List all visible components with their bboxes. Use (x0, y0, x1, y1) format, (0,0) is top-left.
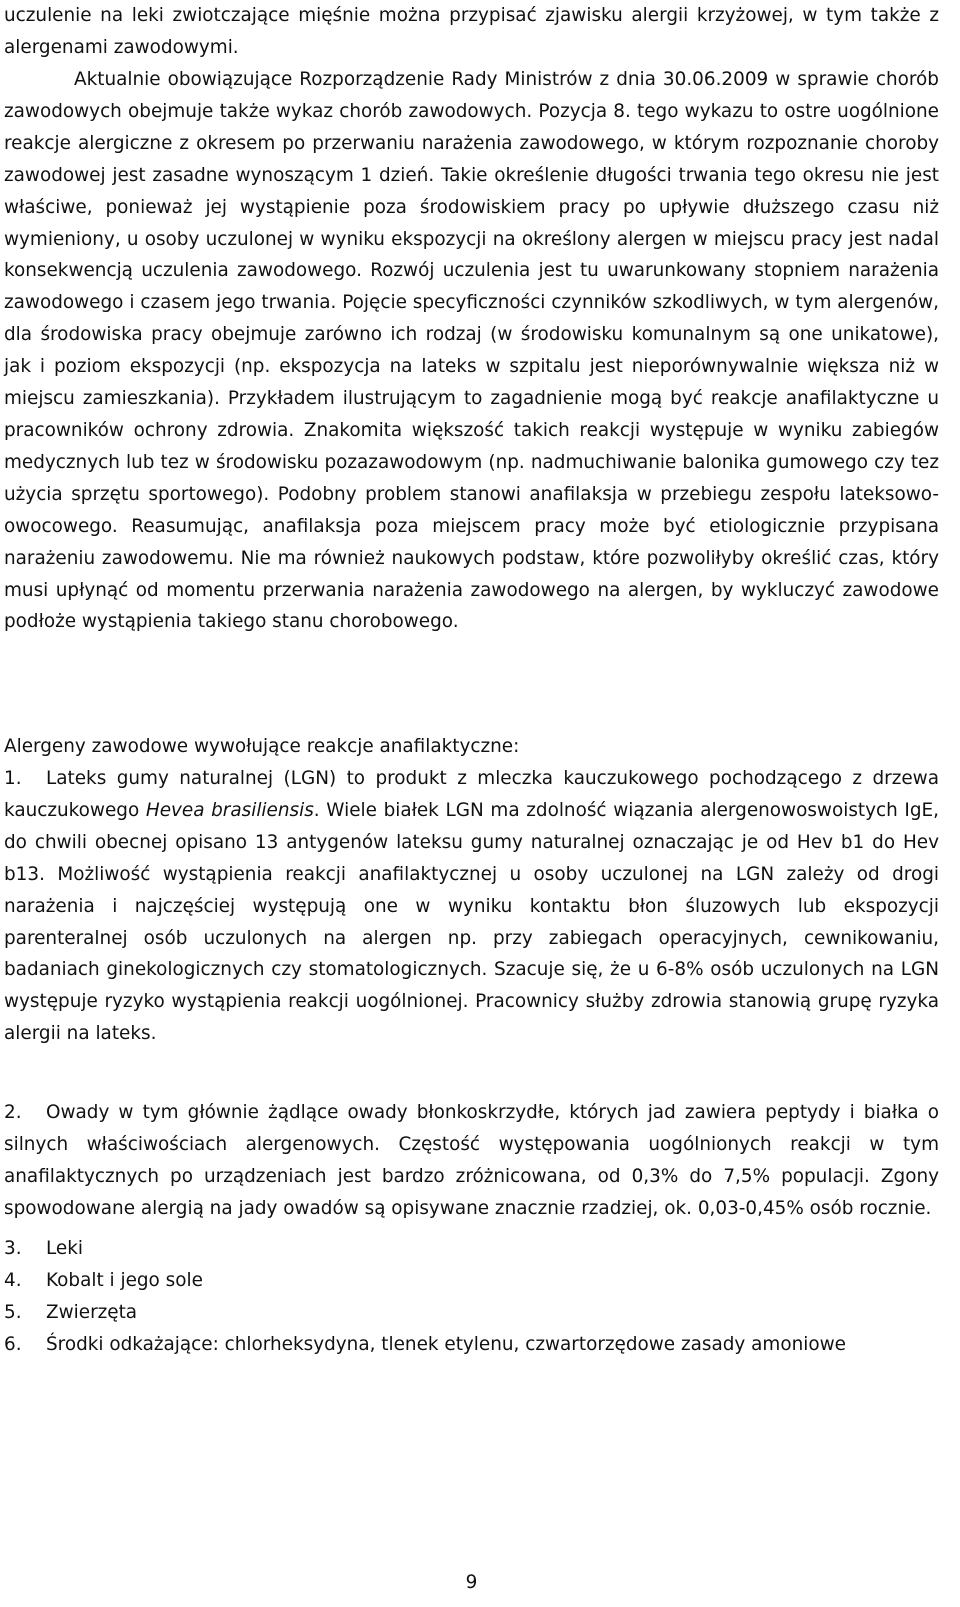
list-item-text: Zwierzęta (46, 1301, 138, 1323)
list-item-number: 1. (4, 768, 22, 789)
allergen-list-heading-text: Alergeny zawodowe wywołujące reakcje anafilaktyczne: (4, 736, 520, 757)
list-item-number: 4. (4, 1269, 22, 1291)
paragraph-intro-text: uczulenie na leki zwiotczające mięśnie można przypisać zjawisku alergii krzyżowej, w tym także z alergenami zawodowymi. (4, 5, 939, 58)
paragraph-intro (4, 0, 939, 64)
list-item (4, 1329, 939, 1361)
list-item-text: Lateks gumy naturalnej (LGN) to produkt z mleczka kauczukowego pochodzącego z drzewa kauczukowego (4, 768, 939, 821)
list-item (4, 1265, 939, 1297)
list-item-number: 2. (4, 1102, 22, 1123)
list-item (4, 1233, 939, 1265)
paragraph-regulation-text: Aktualnie obowiązujące Rozporządzenie Rady Ministrów z dnia 30.06.2009 w sprawie chorób zawodowych obejmuje także wykaz chorób zawodowych. Pozycja 8. tego wykazu to ostre uogólnione reakcje alergiczne z okresem po przerwaniu narażenia zawodowego, w którym rozpoznanie choroby zawodowej jest zasadne wynoszącym 1 dzień. Takie określenie długości trwania tego okresu nie jest właściwe, ponieważ jej wystąpienie poza środowiskiem pracy po upływie dłuższego czasu niż wymieniony, u osoby uczulonej w wyniku ekspozycji na określony alergen w miejscu pracy jest nadal konsekwencją uczulenia zawodowego. Rozwój uczulenia jest tu uwarunkowany stopniem narażenia zawodowego i czasem jego trwania. Pojęcie specyficzności czynników szkodliwych, w tym alergenów, dla środowiska pracy obejmuje zarówno ich rodzaj (w środowisku komunalnym są one unikatowe), jak i poziom ekspozycji (np. ekspozycja na lateks w szpitalu jest nieporównywalnie większa niż w miejscu zamieszkania). Przykładem ilustrującym to zagadnienie mogą być reakcje anafilaktyczne u pracowników ochrony zdrowia. Znakomita większość takich reakcji występuje w wyniku zabiegów medycznych lub tez w środowisku pozazawodowym (np. nadmuchiwanie balonika gumowego czy tez użycia sprzętu sportowego). Podobny problem stanowi anafilaksja w przebiegu zespołu lateksowo-owocowego. Reasumując, anafilaksja poza miejscem pracy może być etiologicznie przypisana narażeniu zawodowemu. Nie ma również naukowych podstaw, które pozwoliłyby określić czas, który musi upłynąć od momentu przerwania narażenia zawodowego na alergen, by wykluczyć zawodowe podłoże wystąpienia takiego stanu chorobowego. (4, 69, 939, 633)
list-item-number: 6. (4, 1333, 22, 1355)
allergen-list-heading (4, 731, 939, 763)
list-item (4, 1297, 939, 1329)
species-name: Hevea brasiliensis (145, 799, 314, 821)
page-number: 9 (465, 1572, 478, 1593)
list-item-text-continued: . Wiele białek LGN ma zdolność wiązania alergenowoswoistych IgE, do chwili obecnej opisano 13 antygenów lateksu gumy naturalnej oznaczając je od Hev b1 do Hev b13. Możliwość wystąpienia reakcji anafilaktycznej u osoby uczulonej na LGN zależy od drogi narażenia i najczęściej występują one w wyniku kontaktu błon śluzowych lub ekspozycji parenteralnej osób uczulonych na alergen np. przy zabiegach operacyjnych, cewnikowaniu, badaniach ginekologicznych czy stomatologicznych. Szacuje się, że u 6-8% osób uczulonych na LGN występuje ryzyko wystąpienia reakcji uogólnionej. Pracownicy służby zdrowia stanowią grupę ryzyka alergii na lateks. (4, 799, 939, 1045)
list-item-text: Środki odkażające: chlorheksydyna, tlenek etylenu, czwartorzędowe zasady amoniowe (46, 1333, 846, 1355)
list-item-latex (4, 763, 939, 1050)
list-item-number: 3. (4, 1238, 22, 1259)
list-item-text: Owady w tym głównie żądlące owady błonkoskrzydłe, których jad zawiera peptydy i białka o silnych właściwościach alergenowych. Częstość występowania uogólnionych reakcji w tym anafilaktycznych po urządzeniach jest bardzo zróżnicowana, od 0,3% do 7,5% populacji. Zgony spowodowane alergią na jady owadów są opisywane znacznie rzadziej, ok. 0,03-0,45% osób rocznie. (4, 1102, 939, 1219)
short-allergen-list (4, 1233, 939, 1361)
list-item-text: Kobalt i jego sole (46, 1269, 203, 1291)
list-item-insects (4, 1097, 939, 1225)
list-item-text: Leki (46, 1238, 83, 1259)
document-page (4, 0, 939, 1607)
list-item-number: 5. (4, 1301, 22, 1323)
paragraph-regulation (4, 64, 939, 638)
